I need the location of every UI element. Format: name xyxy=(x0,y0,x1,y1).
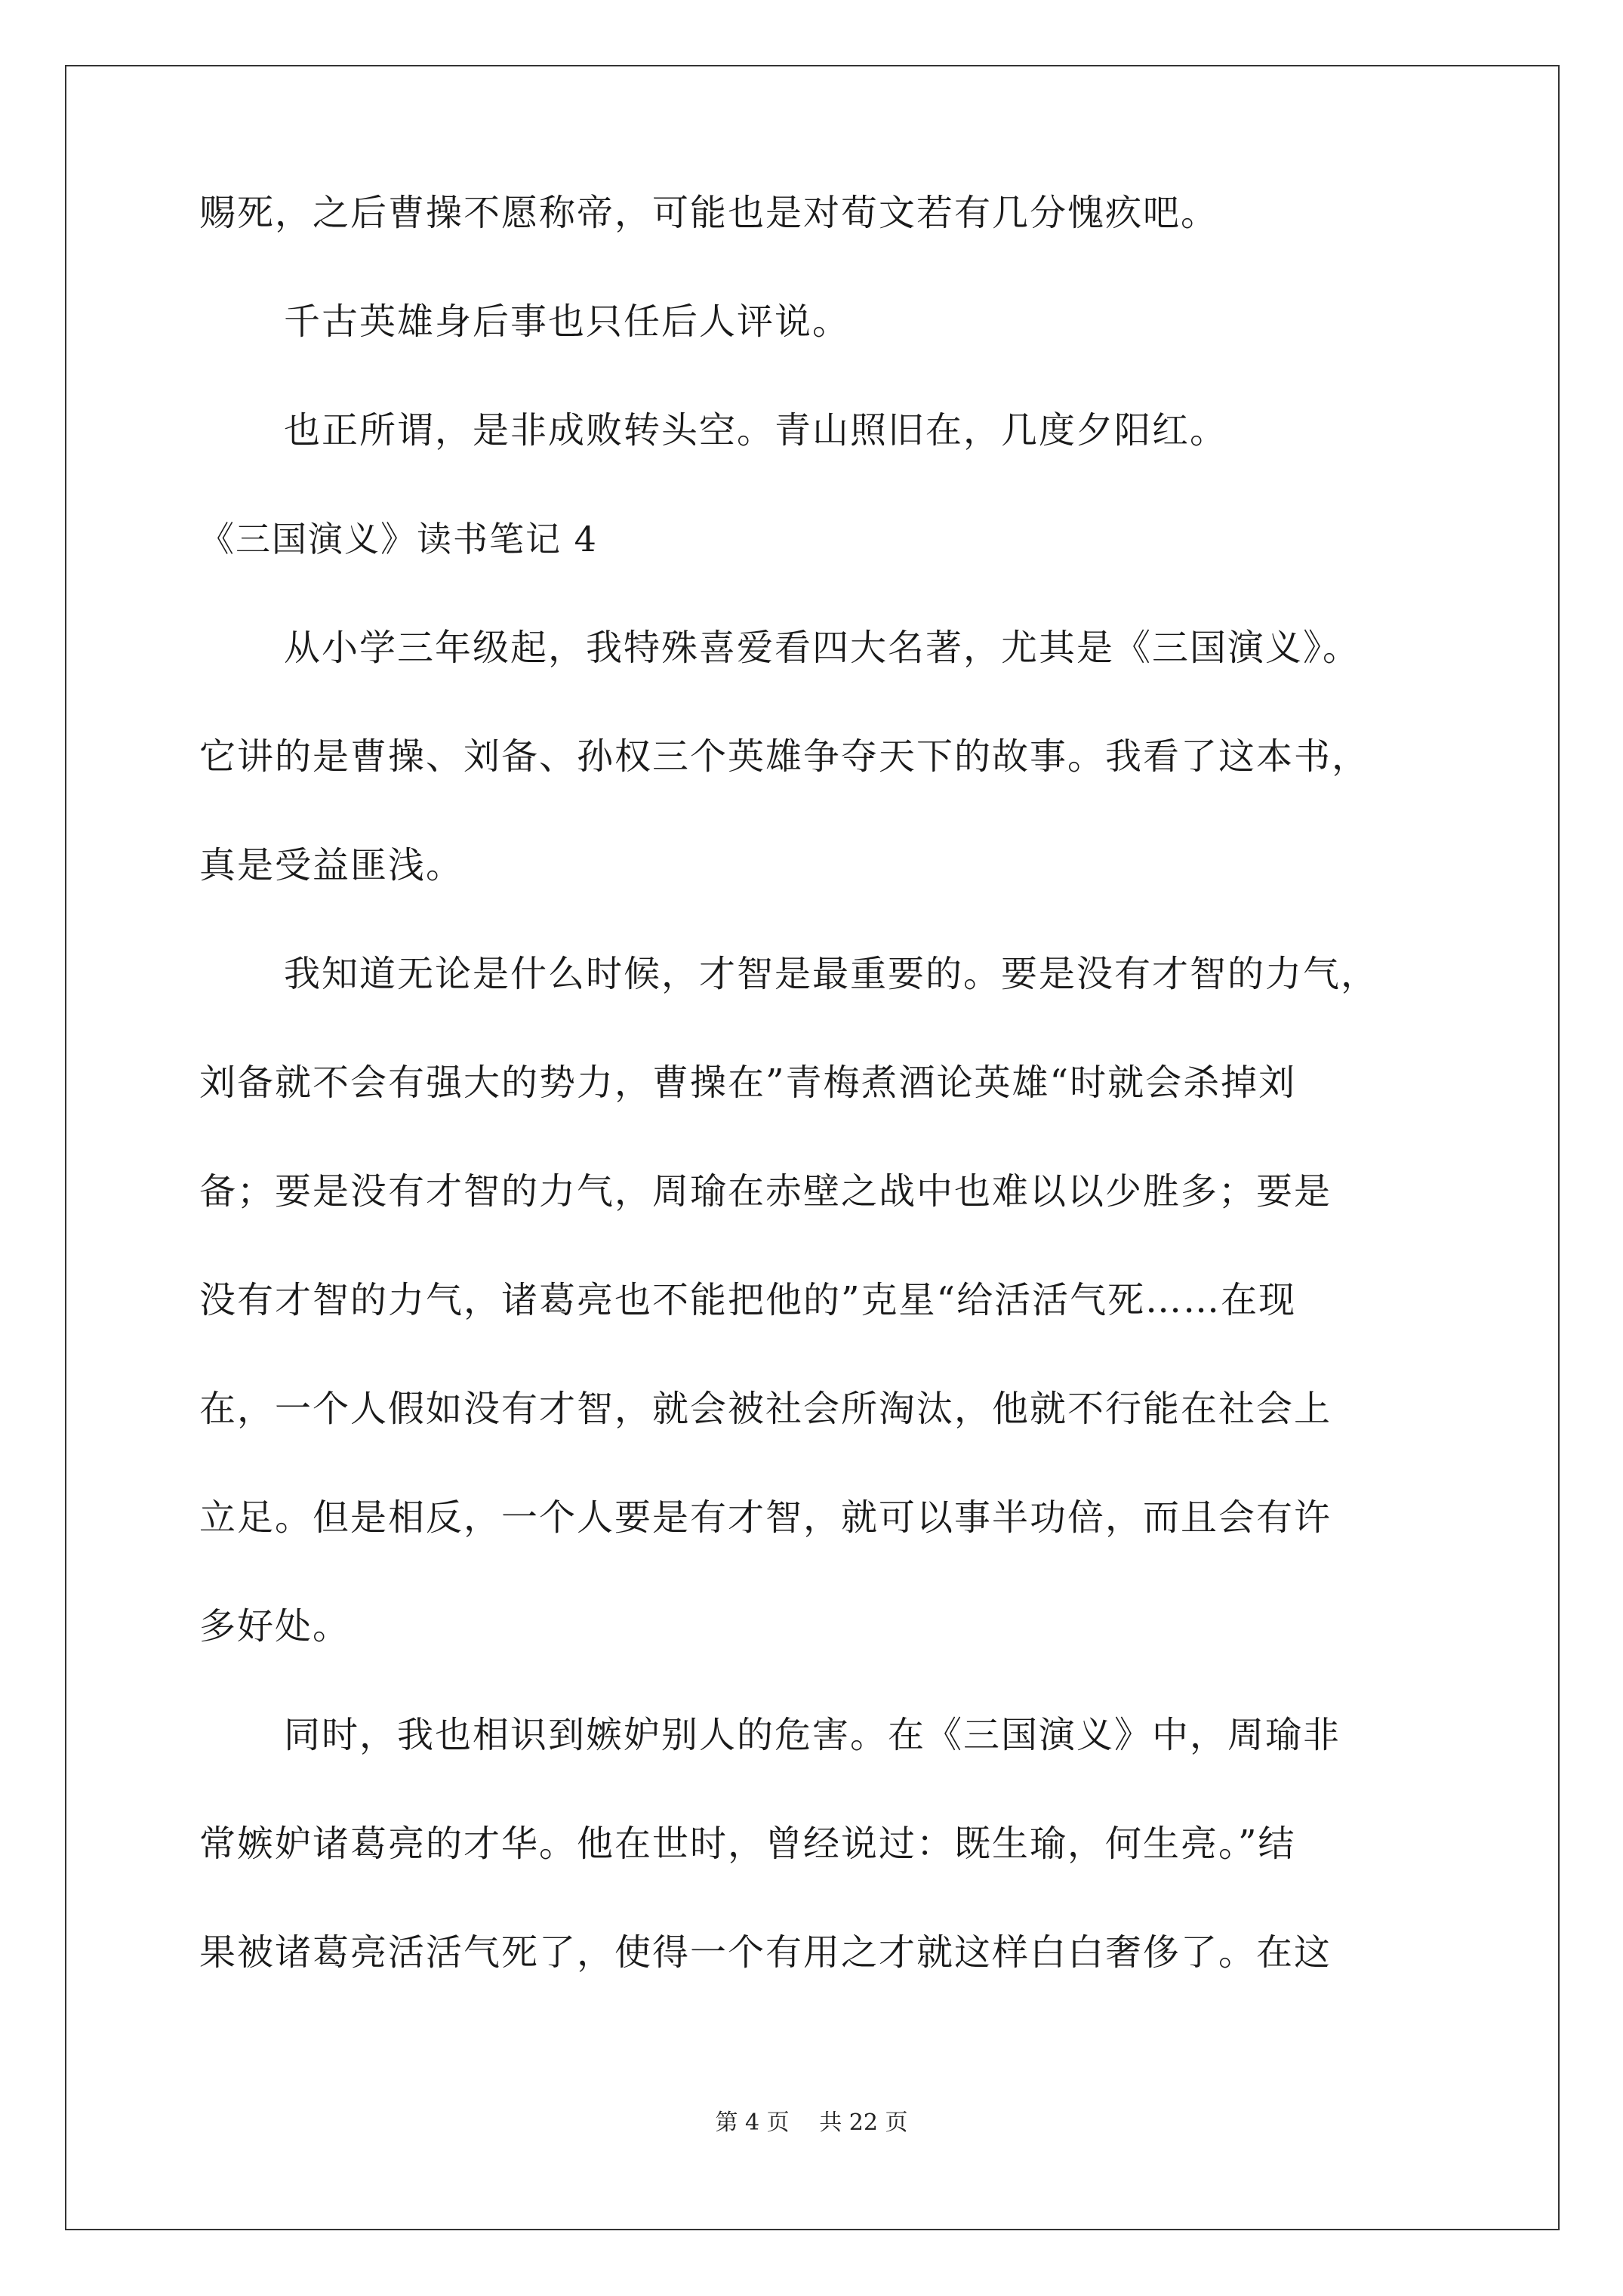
text-line-9: 刘备就不会有强大的势力，曹操在”青梅煮酒论英雄“时就会杀掉刘 xyxy=(199,1062,1297,1104)
text-line-11: 没有才智的力气，诸葛亮也不能把他的”克星“给活活气死……在现 xyxy=(199,1279,1297,1321)
text-line-14: 多好处。 xyxy=(199,1605,351,1647)
text-line-17: 果被诸葛亮活活气死了，使得一个有用之才就这样白白奢侈了。在这 xyxy=(199,1931,1332,1974)
text-line-1: 赐死，之后曹操不愿称帝，可能也是对荀文若有几分愧疚吧。 xyxy=(199,192,1219,234)
text-line-13: 立足。但是相反，一个人要是有才智，就可以事半功倍，而且会有许 xyxy=(199,1496,1332,1539)
text-line-7: 真是受益匪浅。 xyxy=(199,844,464,886)
text-line-6: 它讲的是曹操、刘备、孙权三个英雄争夺天下的故事。我看了这本书， xyxy=(199,735,1370,778)
text-line-15: 同时，我也相识到嫉妒别人的危害。在《三国演义》中，周瑜非 xyxy=(284,1714,1341,1756)
text-line-8: 我知道无论是什么时候，才智是最重要的。要是没有才智的力气， xyxy=(284,953,1379,995)
text-line-2: 千古英雄身后事也只任后人评说。 xyxy=(284,300,851,343)
text-line-10: 备；要是没有才智的力气，周瑜在赤壁之战中也难以以少胜多；要是 xyxy=(199,1170,1332,1213)
page-number-footer: 第 4 页 共 22 页 xyxy=(715,2110,908,2136)
section-heading: 《三国演义》读书笔记 4 xyxy=(199,519,598,559)
text-line-12: 在，一个人假如没有才智，就会被社会所淘汰，他就不行能在社会上 xyxy=(199,1388,1332,1430)
text-line-5: 从小学三年级起，我特殊喜爱看四大名著，尤其是《三国演义》。 xyxy=(284,627,1361,669)
document-body xyxy=(199,192,1437,2007)
text-line-16: 常嫉妒诸葛亮的才华。他在世时，曾经说过：既生瑜，何生亮。”结 xyxy=(199,1823,1296,1865)
text-line-3: 也正所谓，是非成败转头空。青山照旧在，几度夕阳红。 xyxy=(284,409,1228,451)
